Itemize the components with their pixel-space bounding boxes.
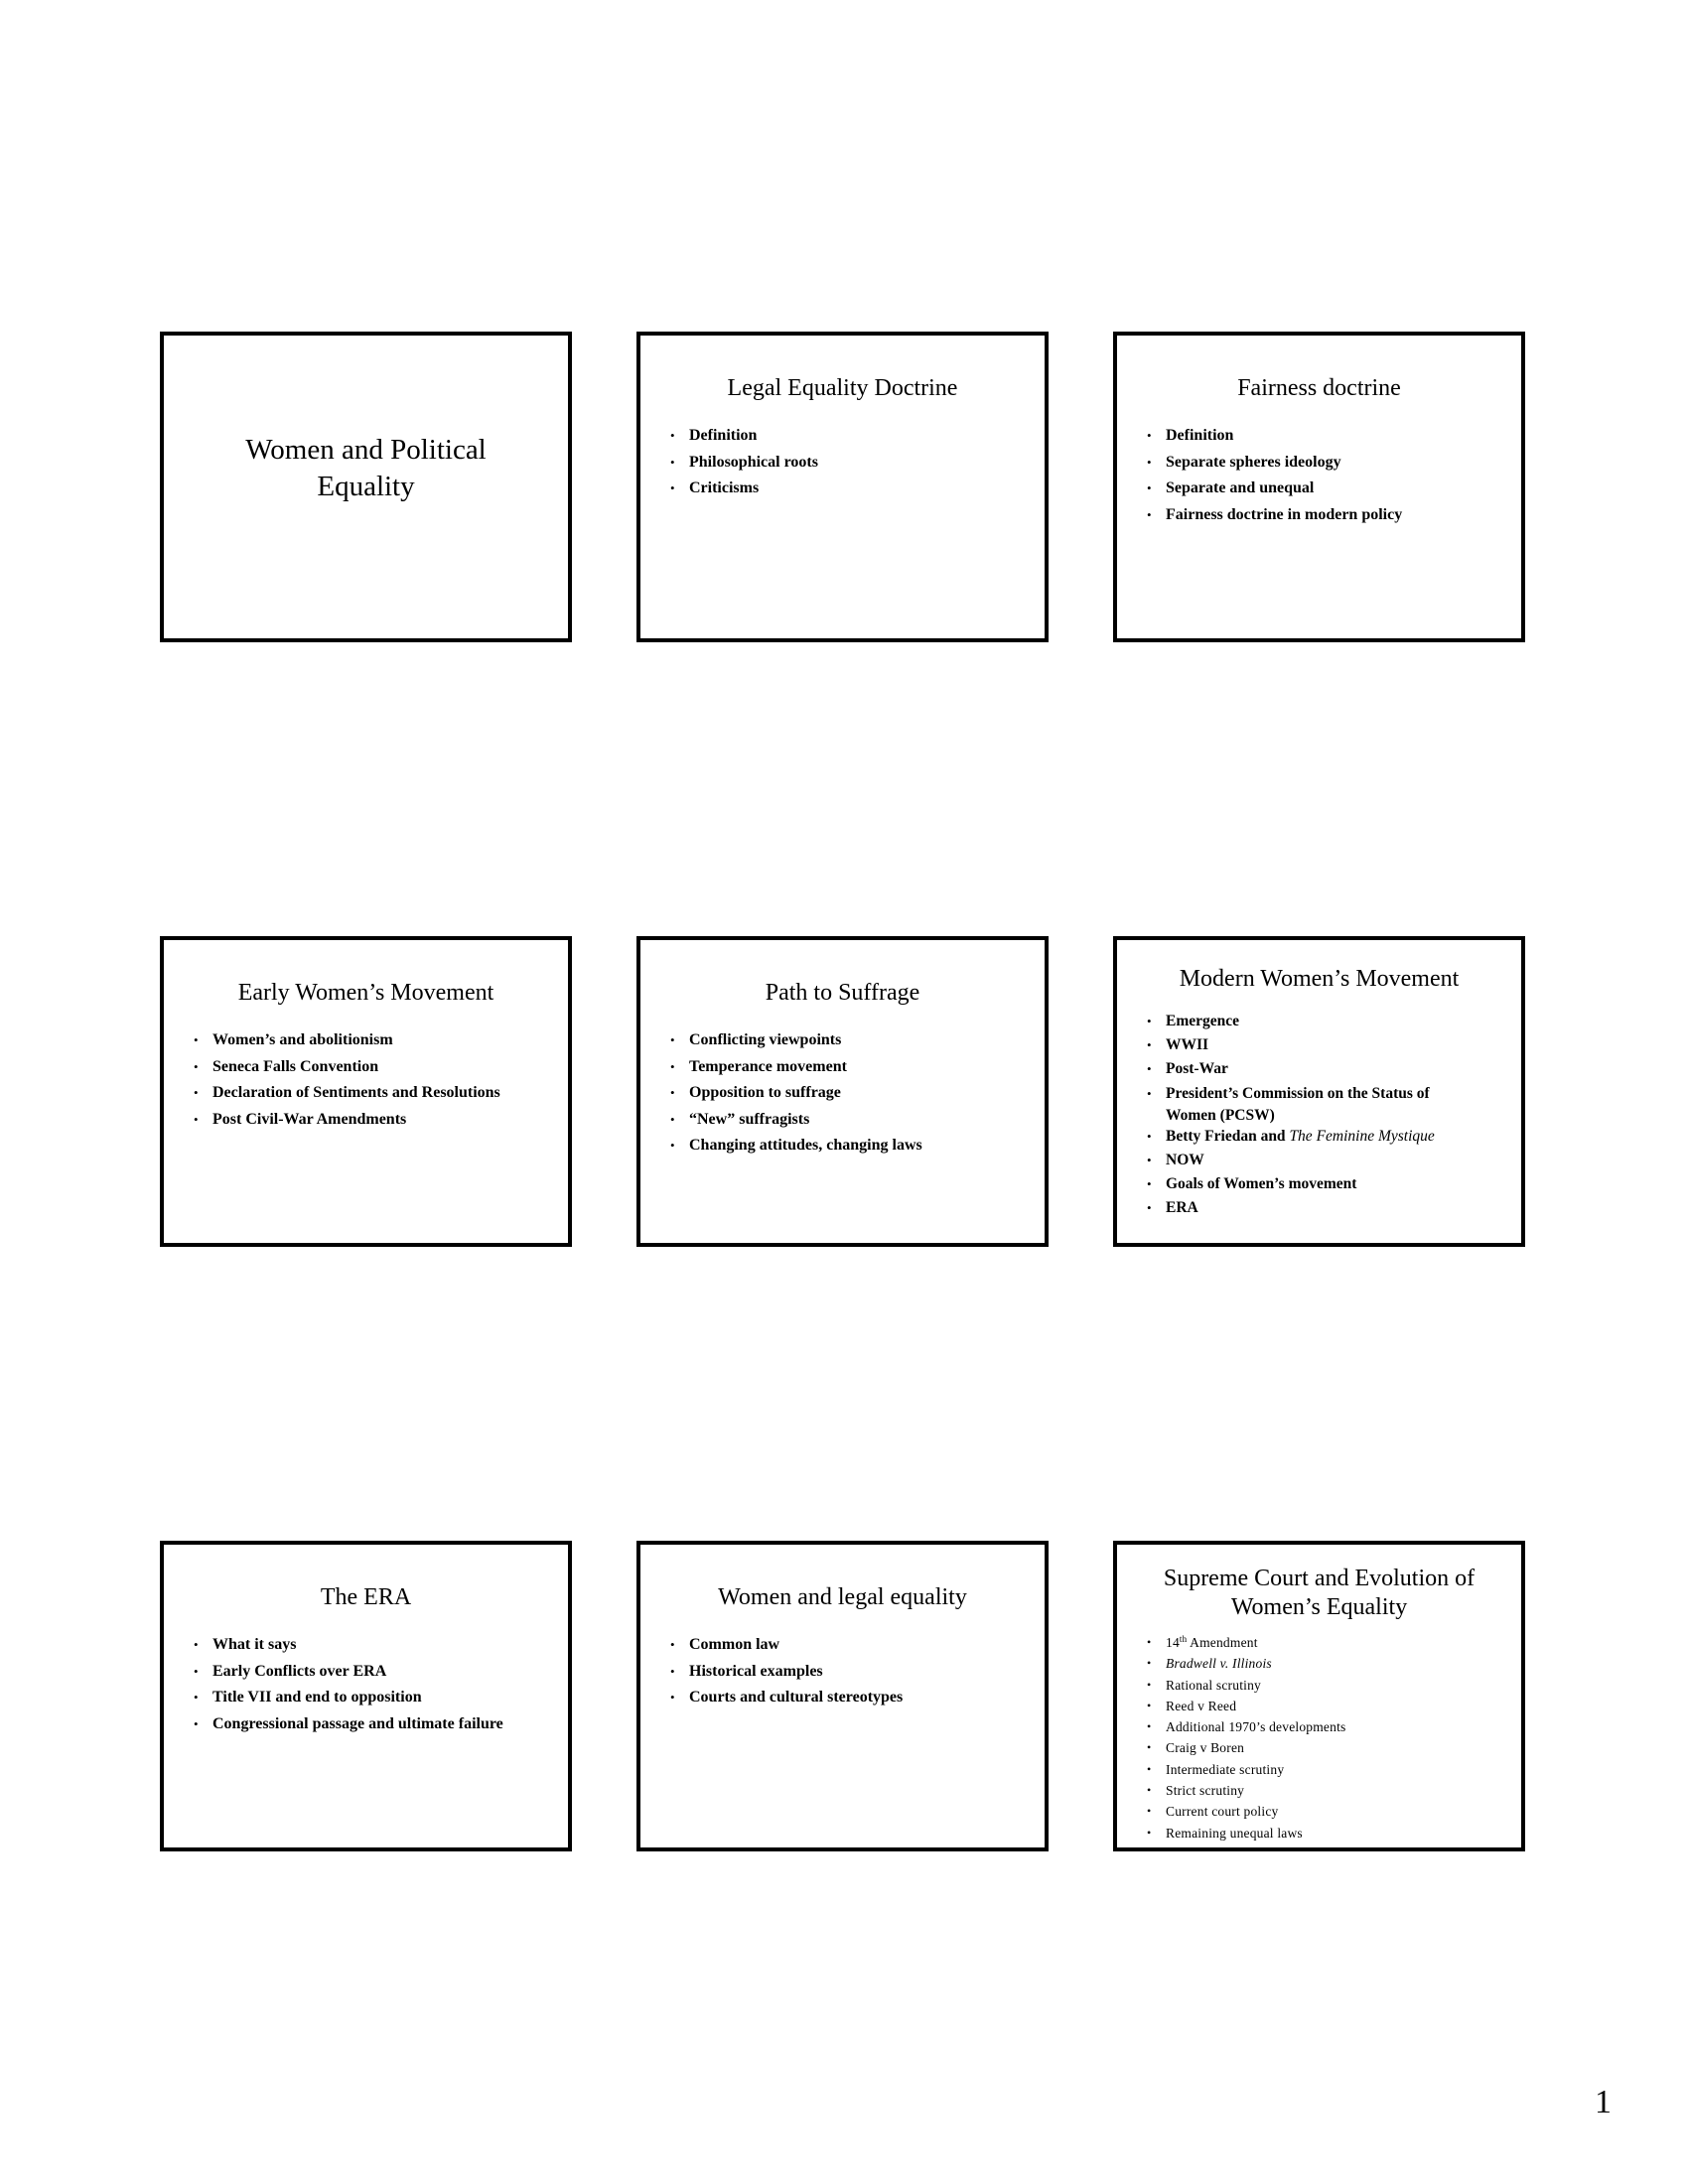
bullet-item: • Separate spheres ideology [1147, 450, 1509, 477]
bullet-list [194, 1632, 556, 1737]
bullet-item: • Women’s and abolitionism [194, 1027, 556, 1054]
title-line-2: Women’s Equality [1230, 1594, 1408, 1620]
bullet-item: • Reed v Reed [1147, 1696, 1509, 1716]
slide-title: Modern Women’s Movement [1179, 966, 1460, 992]
bullet-item: • Definition [670, 423, 1033, 450]
slide-4 [160, 936, 572, 1247]
bullet-item: • Conflicting viewpoints [670, 1027, 1033, 1054]
ordinal-suffix: th [1179, 1634, 1188, 1644]
bullet-list [1147, 1010, 1509, 1221]
bullet-item: • Criticisms [670, 476, 1033, 502]
bullet-list [1147, 423, 1509, 528]
slide-7 [160, 1541, 572, 1851]
bullet-list [670, 1027, 1033, 1160]
slide-title: Path to Suffrage [765, 980, 920, 1006]
bullet-item: • Intermediate scrutiny [1147, 1759, 1509, 1780]
bullet-text-wrap: Women (PCSW) [1166, 1106, 1275, 1124]
bullet-item [1147, 1653, 1509, 1674]
bullet-item: • Congressional passage and ultimate failure [194, 1711, 556, 1738]
bullet-item: • Post-War [1147, 1057, 1509, 1081]
bullet-item: • Strict scrutiny [1147, 1780, 1509, 1801]
bullet-list [670, 423, 1033, 502]
bullet-item: • Changing attitudes, changing laws [670, 1133, 1033, 1160]
slide-title [164, 432, 568, 505]
slide-title: Fairness doctrine [1237, 375, 1401, 401]
bullet-item: • WWII [1147, 1033, 1509, 1057]
title-line-1: Women and Political [245, 434, 487, 466]
bullet-list [194, 1027, 556, 1133]
bullet-list [670, 1632, 1033, 1711]
bullet-item: • Historical examples [670, 1659, 1033, 1686]
bullet-item: • Additional 1970’s developments [1147, 1716, 1509, 1737]
bullet-item [1147, 1125, 1509, 1149]
page-number: 1 [1595, 2084, 1612, 2120]
bullet-item: • Common law [670, 1632, 1033, 1659]
bullet-text-rest: Amendment [1187, 1635, 1258, 1650]
bullet-item: • Separate and unequal [1147, 476, 1509, 502]
bullet-item: • Courts and cultural stereotypes [670, 1685, 1033, 1711]
case-name: Bradwell v. Illinois [1166, 1656, 1272, 1672]
bullet-item: • Goals of Women’s movement [1147, 1172, 1509, 1196]
bullet-item: • Definition [1147, 423, 1509, 450]
bullet-item: • Philosophical roots [670, 450, 1033, 477]
slide-title: Women and legal equality [718, 1584, 967, 1610]
bullet-item: • Fairness doctrine in modern policy [1147, 502, 1509, 529]
bullet-item: • Post Civil-War Amendments [194, 1107, 556, 1134]
bullet-list [1147, 1632, 1509, 1843]
bullet-item: • Title VII and end to opposition [194, 1685, 556, 1711]
slide-title: Legal Equality Doctrine [727, 375, 958, 401]
slide-1 [160, 332, 572, 642]
slide-5 [636, 936, 1049, 1247]
slide-title: Early Women’s Movement [237, 980, 494, 1006]
bullet-item: • Declaration of Sentiments and Resolutions [194, 1080, 556, 1107]
slide-title [1117, 1565, 1521, 1622]
slide-6 [1113, 936, 1525, 1247]
bullet-item: • ERA [1147, 1196, 1509, 1220]
slide-2 [636, 332, 1049, 642]
slide-3 [1113, 332, 1525, 642]
bullet-item: • Emergence [1147, 1010, 1509, 1033]
bullet-item: • Early Conflicts over ERA [194, 1659, 556, 1686]
bullet-item: • Craig v Boren [1147, 1737, 1509, 1758]
bullet-text: 14 [1166, 1635, 1180, 1650]
bullet-item: • NOW [1147, 1149, 1509, 1172]
slide-8 [636, 1541, 1049, 1851]
bullet-item: • “New” suffragists [670, 1107, 1033, 1134]
slide-9 [1113, 1541, 1525, 1851]
bullet-item: • Rational scrutiny [1147, 1675, 1509, 1696]
bullet-item [1147, 1632, 1509, 1653]
bullet-item: • Remaining unequal laws [1147, 1823, 1509, 1843]
bullet-text: President’s Commission on the Status of [1166, 1084, 1430, 1102]
bullet-text: Betty Friedan and [1166, 1127, 1290, 1145]
title-line-2: Equality [317, 471, 415, 502]
bullet-item: • Seneca Falls Convention [194, 1054, 556, 1081]
bullet-item [1147, 1082, 1509, 1125]
title-line-1: Supreme Court and Evolution of [1163, 1566, 1476, 1591]
slide-title: The ERA [320, 1584, 412, 1610]
bullet-item: • Current court policy [1147, 1801, 1509, 1822]
bullet-item: • Opposition to suffrage [670, 1080, 1033, 1107]
book-title: The Feminine Mystique [1289, 1127, 1435, 1145]
bullet-item: • Temperance movement [670, 1054, 1033, 1081]
bullet-item: • What it says [194, 1632, 556, 1659]
